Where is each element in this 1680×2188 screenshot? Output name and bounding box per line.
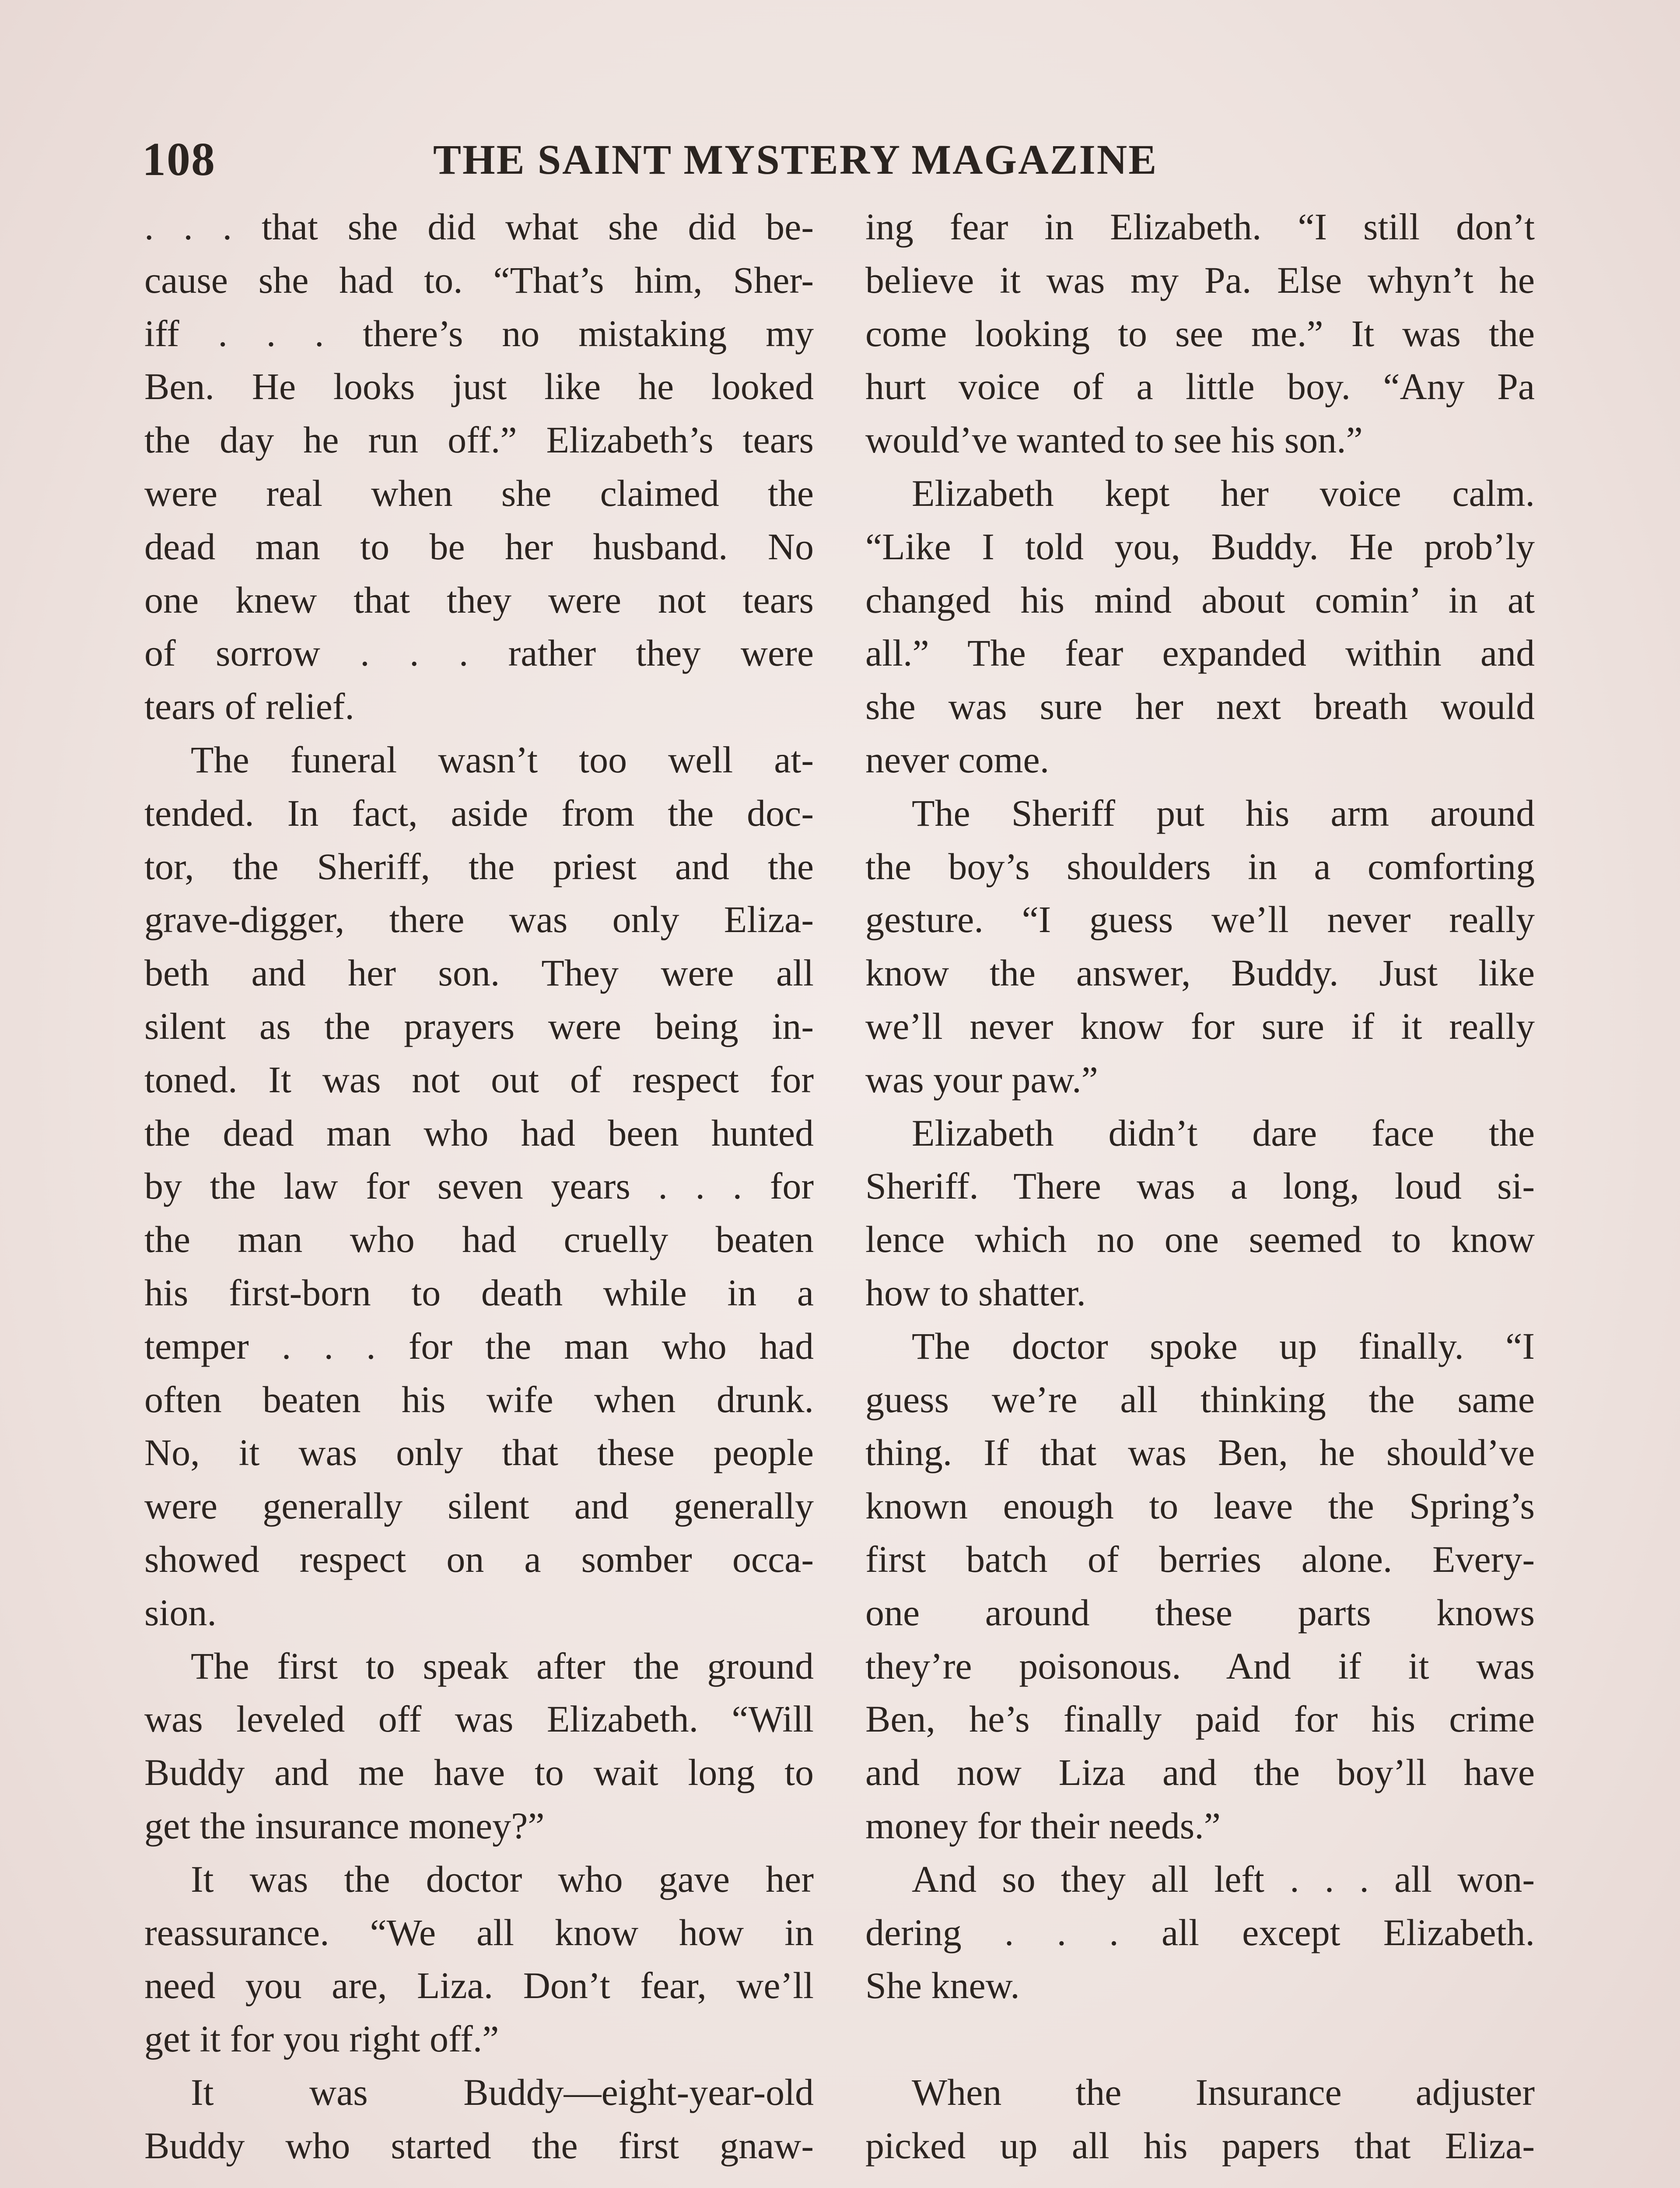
text-line: ing fear in Elizabeth. “I still don’t (865, 206, 1535, 248)
text-line: dead man to be her husband. No (144, 525, 814, 568)
text-line: tor, the Sheriff, the priest and the (144, 845, 814, 887)
text-line: When the Insurance adjuster (912, 2071, 1535, 2113)
left-text-column (144, 200, 814, 2172)
text-line: get it for you right off.” (144, 2018, 499, 2060)
text-line: beth and her son. They were all (144, 952, 814, 994)
text-line: dering . . . all except Elizabeth. (865, 1911, 1535, 1953)
text-line: how to shatter. (865, 1271, 1086, 1314)
text-line: No, it was only that these people (144, 1431, 814, 1474)
text-line: showed respect on a somber occa- (144, 1538, 814, 1580)
text-line: all.” The fear expanded within and (865, 632, 1535, 674)
text-line: tended. In fact, aside from the doc- (144, 792, 814, 834)
text-line: And so they all left . . . all won- (912, 1858, 1535, 1900)
text-line: . . . that she did what she did be- (144, 206, 814, 248)
text-line: picked up all his papers that Eliza- (865, 2124, 1535, 2167)
text-line: come looking to see me.” It was the (865, 312, 1535, 354)
text-line: hurt voice of a little boy. “Any Pa (865, 365, 1535, 408)
text-line: believe it was my Pa. Else whyn’t he (865, 259, 1535, 301)
text-line: by the law for seven years . . . for (144, 1165, 814, 1207)
text-line: were generally silent and generally (144, 1485, 814, 1527)
text-line: Elizabeth kept her voice calm. (912, 472, 1535, 514)
text-line: toned. It was not out of respect for (144, 1058, 814, 1101)
text-line: the man who had cruelly beaten (144, 1218, 814, 1261)
text-line: often beaten his wife when drunk. (144, 1378, 814, 1420)
text-line: thing. If that was Ben, he should’ve (865, 1431, 1535, 1474)
text-line: was your paw.” (865, 1058, 1098, 1101)
text-line: sion. (144, 1591, 217, 1634)
text-line: She knew. (865, 1964, 1020, 2007)
text-line: need you are, Liza. Don’t fear, we’ll (144, 1964, 814, 2007)
text-line: never come. (865, 738, 1050, 781)
text-line: they’re poisonous. And if it was (865, 1645, 1535, 1687)
page-header (142, 131, 1542, 188)
text-line: was leveled off was Elizabeth. “Will (144, 1698, 814, 1740)
text-line: The Sheriff put his arm around (912, 792, 1535, 834)
text-line: the dead man who had been hunted (144, 1112, 814, 1154)
text-line: know the answer, Buddy. Just like (865, 952, 1535, 994)
text-line: lence which no one seemed to know (865, 1218, 1535, 1261)
text-line: cause she had to. “That’s him, Sher- (144, 259, 814, 301)
text-line: The funeral wasn’t too well at- (191, 738, 814, 781)
text-line: “Like I told you, Buddy. He prob’ly (865, 525, 1535, 568)
text-line: money for their needs.” (865, 1804, 1221, 1847)
text-line: one around these parts knows (865, 1591, 1535, 1634)
text-line: Ben, he’s finally paid for his crime (865, 1698, 1535, 1740)
text-line: she was sure her next breath would (865, 685, 1535, 728)
text-line: we’ll never know for sure if it really (865, 1005, 1535, 1047)
text-line: grave-digger, there was only Eliza- (144, 898, 814, 941)
text-line: one knew that they were not tears (144, 579, 814, 621)
text-line: gesture. “I guess we’ll never really (865, 898, 1535, 941)
running-head-title: THE SAINT MYSTERY MAGAZINE (433, 136, 1158, 183)
text-line: the day he run off.” Elizabeth’s tears (144, 419, 814, 461)
page-number: 108 (142, 133, 216, 186)
right-text-column (865, 200, 1535, 2172)
text-line: would’ve wanted to see his son.” (865, 419, 1363, 461)
text-line: tears of relief. (144, 685, 354, 728)
text-line: and now Liza and the boy’ll have (865, 1751, 1535, 1794)
text-line: were real when she claimed the (144, 472, 814, 514)
text-line: temper . . . for the man who had (144, 1325, 814, 1367)
text-line: the boy’s shoulders in a comforting (865, 845, 1535, 887)
text-line: changed his mind about comin’ in at (865, 579, 1535, 621)
text-line: Buddy and me have to wait long to (144, 1751, 814, 1794)
section-gap (865, 2013, 1535, 2066)
text-line: his first-born to death while in a (144, 1271, 814, 1314)
text-line: It was the doctor who gave her (191, 1858, 814, 1900)
text-line: get the insurance money?” (144, 1804, 545, 1847)
text-line: reassurance. “We all know how in (144, 1911, 814, 1953)
text-line: It was Buddy—eight-year-old (191, 2071, 814, 2113)
text-line: known enough to leave the Spring’s (865, 1485, 1535, 1527)
text-line: Buddy who started the first gnaw- (144, 2124, 814, 2167)
text-line: The first to speak after the ground (191, 1645, 814, 1687)
text-line: iff . . . there’s no mistaking my (144, 312, 814, 354)
text-line: silent as the prayers were being in- (144, 1005, 814, 1047)
text-line: Ben. He looks just like he looked (144, 365, 814, 408)
text-line: Sheriff. There was a long, loud si- (865, 1165, 1535, 1207)
text-line: The doctor spoke up finally. “I (912, 1325, 1535, 1367)
text-line: guess we’re all thinking the same (865, 1378, 1535, 1420)
text-line: Elizabeth didn’t dare face the (912, 1112, 1535, 1154)
text-line: of sorrow . . . rather they were (144, 632, 814, 674)
text-line: first batch of berries alone. Every- (865, 1538, 1535, 1580)
